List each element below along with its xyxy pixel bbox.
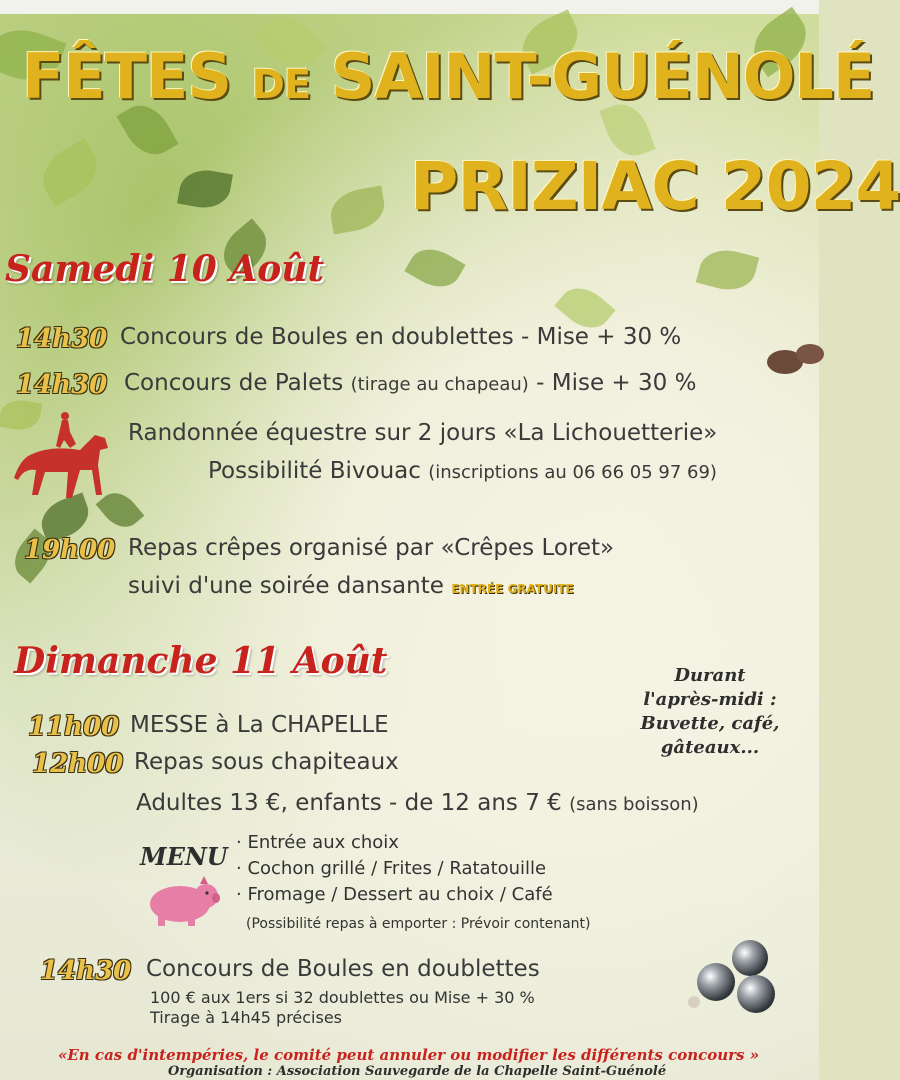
menu-item-3: · Fromage / Dessert au choix / Café: [236, 884, 553, 905]
entree-gratuite-badge: ENTRÉE GRATUITE: [451, 582, 574, 596]
title-word-de: DE: [251, 62, 311, 108]
pig-icon: [144, 874, 220, 928]
saturday-event-boules: Concours de Boules en doublettes - Mise + 30 %: [120, 324, 682, 350]
sunday-event-repas: Repas sous chapiteaux: [134, 749, 399, 775]
menu-item-2: · Cochon grillé / Frites / Ratatouille: [236, 858, 547, 879]
boules-detail-2: Tirage à 14h45 précises: [150, 1008, 343, 1027]
bivouac-small: (inscriptions au 06 66 05 97 69): [428, 462, 717, 483]
saturday-time-2: 14h30: [16, 370, 108, 400]
saturday-event-bivouac: [208, 458, 717, 484]
title-word-fetes: FÊTES: [22, 40, 232, 113]
menu-item-1: · Entrée aux choix: [236, 832, 399, 853]
prix-main: Adultes 13 €, enfants - de 12 ans 7 €: [136, 790, 562, 816]
horse-rider-icon: [10, 410, 120, 510]
menu-note: (Possibilité repas à emporter : Prévoir contenant): [246, 916, 591, 932]
sunday-time-2: 12h00: [32, 749, 124, 779]
boules-detail-1: 100 € aux 1ers si 32 doublettes ou Mise + 30 %: [150, 988, 535, 1007]
saturday-event-randonnee: Randonnée équestre sur 2 jours «La Lichouetterie»: [128, 420, 718, 446]
soiree-text: suivi d'une soirée dansante: [128, 573, 444, 599]
poster-title-line2: PRIZIAC 2024: [410, 148, 900, 225]
saturday-time-3: 19h00: [24, 535, 116, 565]
menu-title: MENU: [140, 842, 228, 871]
petanque-balls-icon: [686, 938, 782, 1018]
top-strip: [0, 0, 819, 14]
title-word-saint-guenole: SAINT-GUÉNOLÉ: [330, 40, 875, 113]
saturday-event-palets: [124, 370, 696, 396]
sunday-event-messe: MESSE à La CHAPELLE: [130, 712, 389, 738]
sunday-time-3: 14h30: [40, 956, 132, 986]
palets-main: Concours de Palets: [124, 370, 344, 396]
durant-line-4: gâteaux...: [660, 737, 760, 758]
saturday-event-crepes: Repas crêpes organisé par «Crêpes Loret»: [128, 535, 615, 561]
footer-organisation: Organisation : Association Sauvegarde de la Chapelle Saint-Guénolé: [168, 1064, 667, 1079]
durant-line-3: Buvette, café,: [640, 713, 780, 734]
durant-note: [612, 664, 808, 760]
saturday-time-1: 14h30: [16, 324, 108, 354]
prix-small: (sans boisson): [569, 794, 699, 815]
palets-small: (tirage au chapeau): [350, 374, 529, 395]
durant-line-2: l'après-midi :: [643, 689, 777, 710]
palets-end: - Mise + 30 %: [536, 370, 697, 396]
poster-title-line1: [22, 40, 874, 113]
sunday-time-1: 11h00: [28, 712, 120, 742]
palets-icon: [765, 340, 819, 380]
durant-line-1: Durant: [674, 665, 746, 686]
bivouac-main: Possibilité Bivouac: [208, 458, 421, 484]
saturday-event-soiree: [128, 573, 574, 599]
sunday-event-boules: Concours de Boules en doublettes: [146, 956, 540, 982]
sunday-event-prix: [136, 790, 699, 816]
sunday-heading: Dimanche 11 Août: [14, 640, 388, 682]
saturday-heading: Samedi 10 Août: [5, 248, 325, 290]
footer-warning: «En cas d'intempéries, le comité peut annuler ou modifier les différents concours »: [58, 1046, 760, 1064]
